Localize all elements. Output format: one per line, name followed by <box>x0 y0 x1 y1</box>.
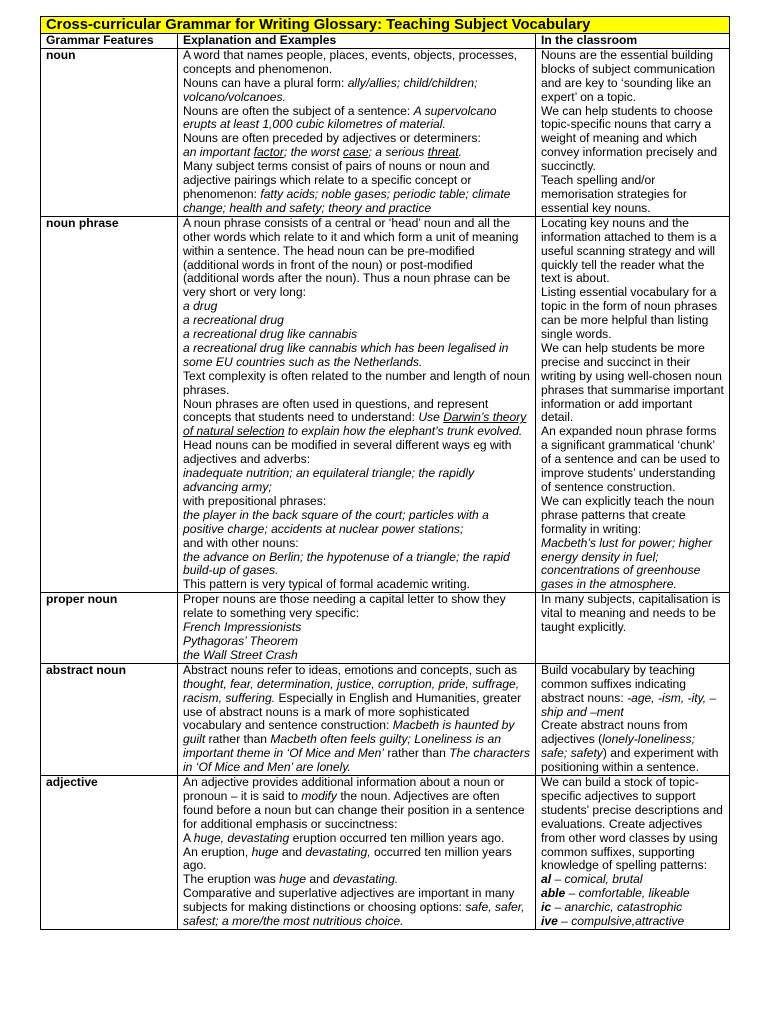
explanation-line: Abstract nouns refer to ideas, emotions and concepts, such as thought, fear, determination, justice, corruption, pride, suffrage, racism, suffering. Especially in English and Humanities, greater use of abstract nouns is a mark of more sophisticated vocabulary and sentence construction: Macbeth is haunted by guilt rather than Macbeth often feels guilty; Loneliness is an important theme in ‘Of Mice and Men’ rather than The characters in ‘Of Mice and Men’ are lonely. <box>183 662 530 775</box>
explanation-line: Text complexity is often related to the number and length of noun phrases. <box>183 368 530 397</box>
glossary-sheet <box>40 16 729 930</box>
explanation-line: a drug <box>183 299 218 314</box>
title-row <box>41 17 730 34</box>
explanation-line: the advance on Berlin; the hypotenuse of a triangle; the rapid build-up of gases. <box>183 549 510 578</box>
classroom-line: We can explicitly teach the noun phrase patterns that create formality in writing: <box>541 493 715 536</box>
explanation-line: A noun phrase consists of a central or ‘head’ noun and all the other words which relate to it and which form a unit of meaning within a sentence. The head noun can be pre-modified (additional words in front of the noun) or post-modified (additional words after the noun). Thus a noun phrase can be very short or very long: <box>183 215 519 300</box>
grammar-feature-cell: proper noun <box>41 593 178 664</box>
classroom-line: al – comical, brutal <box>541 872 643 887</box>
classroom-cell <box>536 216 730 592</box>
explanation-line: a recreational drug <box>183 313 284 328</box>
grammar-feature-cell: abstract noun <box>41 663 178 775</box>
explanation-line: A huge, devastating eruption occurred ten million years ago. <box>183 830 505 845</box>
glossary-row <box>41 663 730 775</box>
classroom-cell <box>536 48 730 216</box>
explanation-line: Nouns can have a plural form: ally/allies; child/children; volcano/volcanoes. <box>183 75 478 104</box>
explanation-line: the player in the back square of the court; particles with a positive charge; accidents at nuclear power stations; <box>183 507 489 536</box>
explanation-line: This pattern is very typical of formal academic writing. <box>183 577 470 592</box>
classroom-line: ic – anarchic, catastrophic <box>541 900 683 915</box>
classroom-cell <box>536 663 730 775</box>
grammar-feature-cell: adjective <box>41 776 178 930</box>
header-row <box>41 34 730 49</box>
explanation-line: Nouns are often the subject of a sentence: A supervolcano erupts at least 1,000 cubic kilometres of material. <box>183 103 497 132</box>
header-classroom: In the classroom <box>536 34 730 49</box>
explanation-line: An eruption, huge and devastating, occurred ten million years ago. <box>183 844 512 873</box>
classroom-cell <box>536 593 730 664</box>
classroom-line: ive – compulsive,attractive <box>541 914 685 929</box>
classroom-cell <box>536 776 730 930</box>
classroom-line: Nouns are the essential building blocks of subject communication and are key to ‘sounding like an expert’ on a topic. <box>541 47 716 104</box>
classroom-line: Locating key nouns and the information attached to them is a useful scanning strategy and will quickly tell the reader what the text is about. <box>541 215 717 286</box>
classroom-line: Teach spelling and/or memorisation strategies for essential key nouns. <box>541 173 687 215</box>
explanation-line: an important factor; the worst case; a serious threat. <box>183 145 463 160</box>
classroom-line: We can help students be more precise and succinct in their writing by using well-chosen noun phrases that summarise important information or add important detail. <box>541 340 724 425</box>
explanation-line: An adjective provides additional information about a noun or pronoun – it is said to modify the noun. Adjectives are often found before a noun but can change their position in a sentence for additional emphasis or succinctness: <box>183 775 525 831</box>
explanation-line: Nouns are often preceded by adjectives or determiners: <box>183 131 481 146</box>
glossary-rows <box>41 48 730 929</box>
classroom-line: We can build a stock of topic-specific adjectives to support students' precise descriptions and evaluations. Create adjectives from other word classes by using common suffixes, supporting knowledge of spelling patterns: <box>541 775 723 873</box>
glossary-row <box>41 593 730 664</box>
classroom-line: Macbeth’s lust for power; higher energy density in fuel; concentrations of greenhouse gases in the atmosphere. <box>541 535 713 592</box>
classroom-line: An expanded noun phrase forms a significant grammatical ‘chunk’ of a sentence and can be used to improve students’ understanding of sentence construction. <box>541 424 720 494</box>
explanation-line: Comparative and superlative adjectives are important in many subjects for making distinctions or choosing options: safe, safer, safest; a more/the most nutritious choice. <box>183 886 525 929</box>
glossary-row <box>41 216 730 592</box>
explanation-line: the Wall Street Crash <box>183 647 298 662</box>
classroom-line: Listing essential vocabulary for a topic in the form of noun phrases can be more helpful than listing single words. <box>541 285 718 342</box>
explanation-line: inadequate nutrition; an equilateral triangle; the rapidly advancing army; <box>183 466 475 494</box>
header-explanation: Explanation and Examples <box>178 34 536 49</box>
explanation-line: Proper nouns are those needing a capital letter to show they relate to something very specific: <box>183 592 506 621</box>
classroom-line: We can help students to choose topic-specific nouns that carry a weight of meaning and which convey information precisely and succinctly. <box>541 103 718 174</box>
explanation-cell <box>178 593 536 664</box>
classroom-line: In many subjects, capitalisation is vital to meaning and needs to be taught explicitly. <box>541 592 721 635</box>
explanation-line: Noun phrases are often used in questions, and represent concepts that students need to understand: Use Darwin’s theory of natural selection to explain how the elephant’s trunk evolved. <box>183 396 527 439</box>
glossary-row <box>41 776 730 930</box>
grammar-feature-cell: noun <box>41 48 178 216</box>
glossary-table <box>40 16 730 930</box>
explanation-line: Many subject terms consist of pairs of nouns or noun and adjective pairings which relate to a specific concept or phenomenon: fatty acids; noble gases; periodic table; climate change; health and safety; theory and practice <box>183 159 511 215</box>
classroom-line: Build vocabulary by teaching common suffixes indicating abstract nouns: -age, -ism, -ity, –ship and –ment <box>541 662 717 719</box>
explanation-line: A word that names people, places, events, objects, processes, concepts and phenomenon. <box>183 47 518 76</box>
explanation-line: Pythagoras’ Theorem <box>183 633 298 648</box>
explanation-line: The eruption was huge and devastating. <box>183 872 399 887</box>
classroom-line: Create abstract nouns from adjectives (lonely-loneliness; safe; safety) and experiment with positioning within a sentence. <box>541 718 719 775</box>
classroom-line: able – comfortable, likeable <box>541 886 690 901</box>
explanation-line: a recreational drug like cannabis <box>183 327 358 342</box>
explanation-line: a recreational drug like cannabis which has been legalised in some EU countries such as the Netherlands. <box>183 340 509 369</box>
header-grammar-features: Grammar Features <box>41 34 178 49</box>
explanation-line: French Impressionists <box>183 620 302 635</box>
document-title: Cross-curricular Grammar for Writing Glossary: Teaching Subject Vocabulary <box>41 17 730 34</box>
explanation-line: with prepositional phrases: <box>183 493 327 508</box>
explanation-cell <box>178 776 536 930</box>
explanation-line: and with other nouns: <box>183 535 299 550</box>
explanation-line: Head nouns can be modified in several different ways eg with adjectives and adverbs: <box>183 438 512 467</box>
grammar-feature-cell: noun phrase <box>41 216 178 592</box>
glossary-row <box>41 48 730 216</box>
explanation-cell <box>178 48 536 216</box>
explanation-cell <box>178 216 536 592</box>
explanation-cell <box>178 663 536 775</box>
